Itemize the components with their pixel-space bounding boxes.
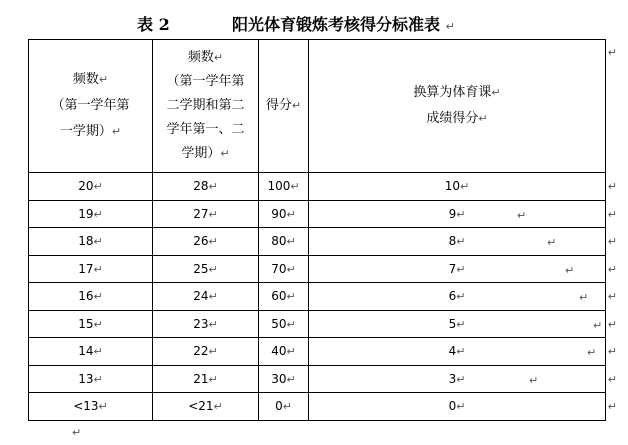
score-cell: 60↵ <box>259 283 309 311</box>
score-cell: 90↵ <box>259 200 309 228</box>
freq-second-cell: 24↵ <box>153 283 259 311</box>
freq-first-cell: 19↵ <box>29 200 153 228</box>
freq-second-cell: 21↵ <box>153 365 259 393</box>
freq-first-cell: <13↵ <box>29 393 153 421</box>
freq-first-cell: 17↵ <box>29 255 153 283</box>
score-standard-table <box>28 39 617 421</box>
table-row <box>29 283 606 311</box>
converted-score-cell: 9↵ ↵ ↵ <box>309 200 606 228</box>
converted-score-cell: 4↵ ↵ ↵ <box>309 338 606 366</box>
table-row <box>29 310 606 338</box>
freq-second-cell: 28↵ <box>153 173 259 201</box>
converted-score-cell: 5↵ ↵ ↵ <box>309 310 606 338</box>
score-cell: 50↵ <box>259 310 309 338</box>
table-row <box>29 173 606 201</box>
table-row <box>29 393 606 421</box>
freq-first-cell: 16↵ <box>29 283 153 311</box>
freq-second-cell: 26↵ <box>153 228 259 256</box>
score-cell: 40↵ <box>259 338 309 366</box>
header-score: 得分↵ <box>259 40 309 173</box>
converted-score-cell: 0↵ ↵ <box>309 393 606 421</box>
score-cell: 80↵ <box>259 228 309 256</box>
table-title: 阳光体育锻炼考核得分标准表 ↵ <box>232 15 455 34</box>
header-converted: 换算为体育课↵ 成绩得分↵ ↵ <box>309 40 606 173</box>
trailing-paragraph-mark: ↵ <box>72 426 82 439</box>
freq-first-cell: 13↵ <box>29 365 153 393</box>
converted-score-cell: 7↵ ↵ ↵ <box>309 255 606 283</box>
score-cell: 30↵ <box>259 365 309 393</box>
converted-score-cell: 3↵ ↵ ↵ <box>309 365 606 393</box>
freq-second-cell: 27↵ <box>153 200 259 228</box>
freq-first-cell: 14↵ <box>29 338 153 366</box>
header-row <box>29 40 606 173</box>
converted-score-cell: 10↵ ↵ <box>309 173 606 201</box>
freq-first-cell: 20↵ <box>29 173 153 201</box>
converted-score-cell: 8↵ ↵ ↵ <box>309 228 606 256</box>
table-caption <box>0 12 628 36</box>
header-freq-first: 频数↵ （第一学年第 一学期）↵ <box>29 40 153 173</box>
score-cell: 70↵ <box>259 255 309 283</box>
table-row <box>29 338 606 366</box>
table-row <box>29 255 606 283</box>
table-row <box>29 365 606 393</box>
table-row <box>29 228 606 256</box>
header-freq-second: 频数↵ （第一学年第 二学期和第二 学年第一、二 学期）↵ <box>153 40 259 173</box>
table-row <box>29 200 606 228</box>
freq-second-cell: 25↵ <box>153 255 259 283</box>
freq-second-cell: 23↵ <box>153 310 259 338</box>
freq-first-cell: 15↵ <box>29 310 153 338</box>
converted-score-cell: 6↵ ↵ ↵ <box>309 283 606 311</box>
freq-first-cell: 18↵ <box>29 228 153 256</box>
freq-second-cell: <21↵ <box>153 393 259 421</box>
score-cell: 0↵ <box>259 393 309 421</box>
freq-second-cell: 22↵ <box>153 338 259 366</box>
table-body <box>29 173 617 421</box>
table-number: 表 2 <box>137 15 170 34</box>
score-cell: 100↵ <box>259 173 309 201</box>
